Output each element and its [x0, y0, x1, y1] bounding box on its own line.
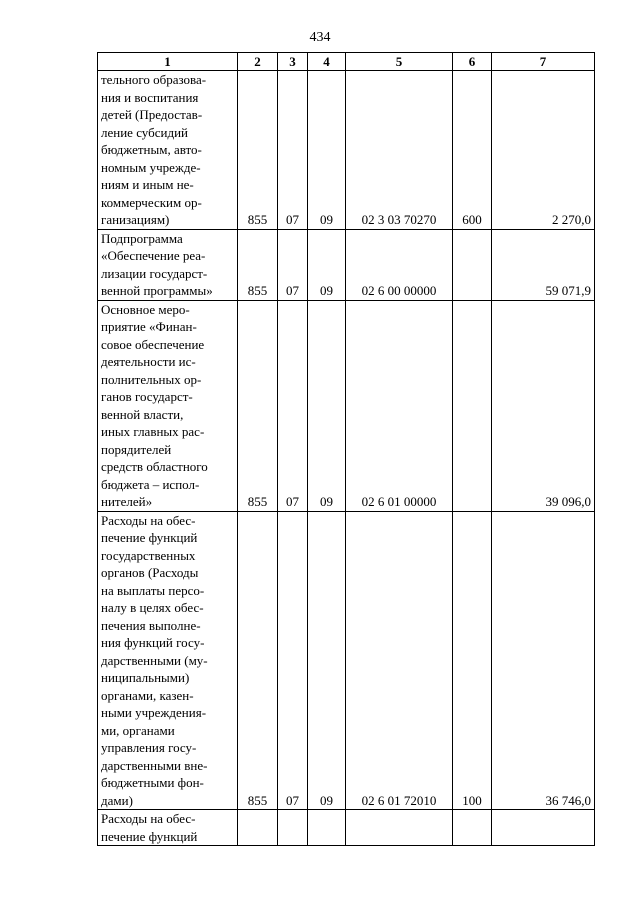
target-code [346, 810, 453, 846]
expense-type-code [453, 229, 492, 300]
section-code: 07 [278, 71, 308, 230]
expense-type-code [453, 810, 492, 846]
header-cell-5: 5 [346, 53, 453, 71]
page-number: 434 [309, 30, 331, 45]
amount: 59 071,9 [492, 229, 595, 300]
subsection-code: 09 [308, 71, 346, 230]
header-cell-7: 7 [492, 53, 595, 71]
subsection-code [308, 810, 346, 846]
table-row [98, 810, 595, 846]
subsection-code: 09 [308, 300, 346, 511]
table-row [98, 229, 595, 300]
header-cell-6: 6 [453, 53, 492, 71]
row-name: Расходы на обес- печение функций государственных органов (Расходы на выплаты персо- налу в целях обес- печения выполне- ния функций госу- дарственными (му- ниципальными) органами, казен- ными учреждения- ми, органами управления госу- дарственными вне- бюджетными фон- дами) [98, 511, 238, 810]
section-code: 07 [278, 300, 308, 511]
target-code: 02 6 00 00000 [346, 229, 453, 300]
header-cell-2: 2 [238, 53, 278, 71]
subsection-code: 09 [308, 229, 346, 300]
table-row [98, 71, 595, 230]
expense-type-code: 100 [453, 511, 492, 810]
header-cell-4: 4 [308, 53, 346, 71]
amount [492, 810, 595, 846]
table-row [98, 300, 595, 511]
ministry-code: 855 [238, 71, 278, 230]
ministry-code: 855 [238, 300, 278, 511]
section-code [278, 810, 308, 846]
section-code: 07 [278, 229, 308, 300]
section-code: 07 [278, 511, 308, 810]
amount: 39 096,0 [492, 300, 595, 511]
subsection-code: 09 [308, 511, 346, 810]
ministry-code [238, 810, 278, 846]
expense-type-code: 600 [453, 71, 492, 230]
amount: 2 270,0 [492, 71, 595, 230]
expense-type-code [453, 300, 492, 511]
row-name: Расходы на обес- печение функций [98, 810, 238, 846]
ministry-code: 855 [238, 229, 278, 300]
header-cell-1: 1 [98, 53, 238, 71]
row-name: Подпрограмма «Обеспечение реа- лизации государст- венной программы» [98, 229, 238, 300]
row-name: Основное меро- приятие «Финан- совое обеспечение деятельности ис- полнительных ор- ганов государст- венной власти, иных главных рас- порядителей средств областного бюджета – испол- нителей» [98, 300, 238, 511]
target-code: 02 6 01 00000 [346, 300, 453, 511]
table-row [98, 511, 595, 810]
header-cell-3: 3 [278, 53, 308, 71]
amount: 36 746,0 [492, 511, 595, 810]
ministry-code: 855 [238, 511, 278, 810]
target-code: 02 6 01 72010 [346, 511, 453, 810]
row-name: тельного образова- ния и воспитания детей (Предостав- ление субсидий бюджетным, авто- номным учрежде- ниям и иным не- коммерческим ор- ганизациям) [98, 71, 238, 230]
budget-table [97, 52, 595, 846]
header-row [98, 53, 595, 71]
target-code: 02 3 03 70270 [346, 71, 453, 230]
